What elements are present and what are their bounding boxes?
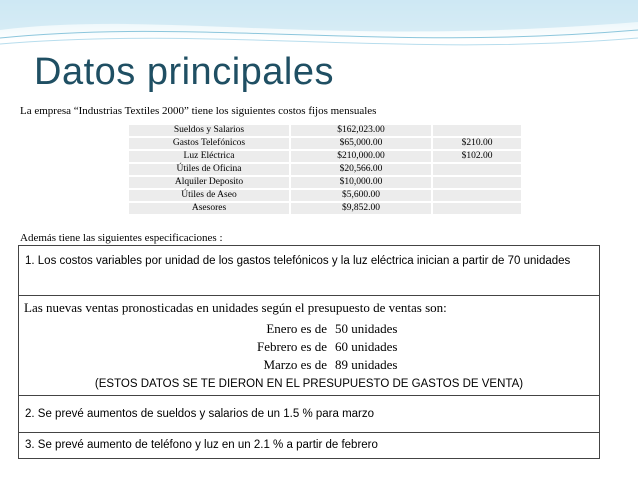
table-row (128, 137, 522, 150)
cost-value: $162,023.00 (290, 124, 432, 137)
cost-extra (432, 189, 522, 202)
table-row (128, 202, 522, 215)
month-label: Marzo es de (263, 357, 327, 372)
intro-text: La empresa “Industrias Textiles 2000” tiene los siguientes costos fijos mensuales (20, 105, 377, 117)
monthly-sales-list (227, 320, 397, 374)
specifications-label: Además tiene las siguientes especificaciones : (20, 232, 223, 244)
spec-row-sales (19, 296, 599, 396)
table-row (128, 150, 522, 163)
cost-extra: $210.00 (432, 137, 522, 150)
cost-value: $9,852.00 (290, 202, 432, 215)
month-label: Febrero es de (256, 339, 327, 354)
month-units: 60 unidades (335, 339, 398, 354)
spec-row-3 (19, 433, 599, 460)
page-title: Datos principales (34, 51, 334, 93)
cost-value: $5,600.00 (290, 189, 432, 202)
specifications-box (18, 245, 600, 459)
month-label: Enero es de (266, 321, 327, 336)
table-row (128, 124, 522, 137)
spec-item-2: 2. Se prevé aumentos de sueldos y salarios de un 1.5 % para marzo (25, 408, 375, 420)
cost-value: $210,000.00 (290, 150, 432, 163)
cost-extra (432, 163, 522, 176)
cost-extra (432, 202, 522, 215)
cost-extra (432, 176, 522, 189)
list-item (227, 356, 397, 374)
table-row (128, 189, 522, 202)
cost-value: $65,000.00 (290, 137, 432, 150)
month-units: 89 unidades (335, 357, 398, 372)
spec-row-2 (19, 396, 599, 433)
list-item (227, 320, 397, 338)
table-row (128, 176, 522, 189)
cost-extra: $102.00 (432, 150, 522, 163)
table-row (128, 163, 522, 176)
fixed-costs-table (127, 123, 523, 216)
cost-item: Luz Eléctrica (128, 150, 290, 163)
cost-item: Útiles de Aseo (128, 189, 290, 202)
month-units: 50 unidades (335, 321, 398, 336)
cost-item: Asesores (128, 202, 290, 215)
list-item (227, 338, 397, 356)
cost-item: Útiles de Oficina (128, 163, 290, 176)
cost-item: Gastos Telefónicos (128, 137, 290, 150)
sales-note: (ESTOS DATOS SE TE DIERON EN EL PRESUPUESTO DE GASTOS DE VENTA) (94, 378, 524, 390)
cost-item: Sueldos y Salarios (128, 124, 290, 137)
cost-value: $10,000.00 (290, 176, 432, 189)
cost-item: Alquiler Deposito (128, 176, 290, 189)
cost-value: $20,566.00 (290, 163, 432, 176)
spec-item-3: 3. Se prevé aumento de teléfono y luz en un 2.1 % a partir de febrero (25, 439, 378, 451)
spec-item-1: 1. Los costos variables por unidad de los gastos telefónicos y la luz eléctrica inician a partir de 70 unidades (25, 255, 571, 267)
cost-extra (432, 124, 522, 137)
sales-heading: Las nuevas ventas pronosticadas en unidades según el presupuesto de ventas son: (24, 300, 447, 315)
spec-row-1 (19, 246, 599, 296)
